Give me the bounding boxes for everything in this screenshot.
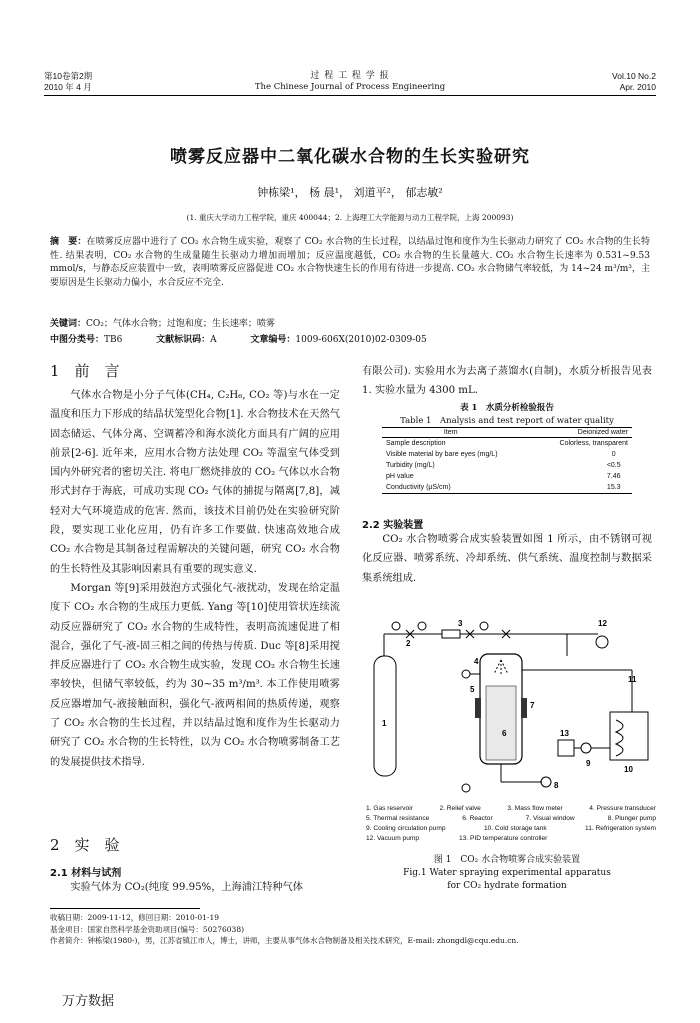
water-quality-table: [382, 427, 632, 494]
article-label: 文章编号：: [250, 335, 296, 345]
gauge-icon: [462, 670, 470, 678]
journal-name-cn: 过 程 工 程 学 报: [310, 71, 390, 81]
footnote-fund: 基金项目：国家自然科学基金资助项目(编号：50276038): [50, 924, 245, 934]
table-row: [382, 482, 632, 494]
section-1-para-2: Morgan 等[9]采用鼓泡方式强化气-液扰动，发现在给定温度下 CO₂ 水合物的生成压力更低. Yang 等[10]使用管状连续流动反应器研究了 CO₂ 水合物的生成特性，表明高流速促进了相混合，强化了气-液-固三相之间的传热与传质. Duc 等[8]采用搅拌反应器进行了 CO₂ 水合物生成实验，发现 CO₂ 水合物生长速率较快，但储气率较低，约为 30~35 m³/m³. 本工作使用喷雾反应器增加气-液接触面积，强化气-液两相间的热质传递，观察了 CO₂ 水合物的生长过程，并以结晶过饱和度作为生长驱动力研究了 CO₂ 水合物的生长特性，以为 CO₂ 水合物喷雾制备工艺的发展提供技术指导.: [50, 582, 340, 768]
legend-item: 1. Gas reservoir: [366, 805, 413, 812]
pid-controller: [558, 740, 574, 756]
table-cell: Visible material by bare eyes (mg/L): [386, 450, 498, 458]
figure-label: 5: [470, 685, 475, 694]
figure-label: 4: [474, 657, 479, 666]
footnote-received: 收稿日期：2009-11-12，修回日期：2010-01-19: [50, 913, 219, 922]
visual-window: [521, 698, 527, 718]
gauge-icon: [392, 622, 400, 630]
abstract-label: 摘 要：: [50, 237, 87, 247]
cold-storage-tank: [610, 712, 648, 760]
legend-item: 2. Relief valve: [439, 805, 481, 812]
figure-caption-cn: 图 1 CO₂ 水合物喷雾合成实验装置: [433, 855, 581, 865]
figure-label: 6: [502, 729, 507, 738]
legend-item: 3. Mass flow meter: [507, 805, 563, 812]
keywords-text: CO₂；气体水合物；过饱和度；生长速率；喷雾: [86, 319, 275, 329]
legend-item: 12. Vacuum pump: [366, 835, 420, 842]
figure-label: 13: [560, 729, 569, 738]
legend-item: 5. Thermal resistance: [366, 815, 430, 822]
legend-item: 10. Cold storage tank: [483, 825, 547, 832]
apparatus-diagram: [362, 616, 657, 801]
footnote-author: 作者简介：钟栋梁(1980-)，男，江苏省镇江市人，博士，讲师，主要从事气体水合物制备及相关技术研究，E-mail: zhongdl@cqu.edu.cn.: [50, 936, 519, 945]
section-2-title: 2 实 验: [50, 836, 120, 854]
section-2-2-para: CO₂ 水合物喷雾合成实验装置如图 1 所示，由不锈钢可视化反应器、喷雾系统、冷却系统、供气系统、温度控制与数据采集系统组成.: [362, 534, 652, 584]
affiliation: (1. 重庆大学动力工程学院，重庆 400044；2. 上海理工大学能源与动力工程学院，上海 200093): [186, 213, 514, 222]
table-header-item: Item: [382, 428, 519, 438]
legend-item: 6. Reactor: [462, 815, 493, 822]
section-2-1-para: 实验气体为 CO₂(纯度 99.95%，上海浦江特种气体: [70, 882, 303, 893]
clc-label: 中图分类号：: [50, 335, 105, 345]
visual-window: [475, 698, 481, 718]
keywords: [50, 318, 650, 332]
section-2-1-title: 2.1 材料与试剂: [50, 868, 122, 879]
figure-legend: [366, 804, 656, 844]
table-cell: Conductivity (μS/cm): [382, 482, 519, 494]
header-vol-en: [612, 71, 656, 93]
figure-label: 8: [554, 781, 559, 790]
page-title: 喷雾反应器中二氧化碳水合物的生长实验研究: [170, 147, 530, 167]
gauge-icon: [462, 784, 470, 792]
table-1-title-en: Table 1 Analysis and test report of water quality: [400, 416, 614, 426]
figure-caption: [362, 854, 652, 893]
plunger-pump-icon: [541, 777, 551, 787]
legend-item: 4. Pressure transducer: [589, 805, 656, 812]
section-2-1-continued: [362, 362, 652, 401]
table-row: [382, 438, 632, 450]
watermark: 万方数据: [62, 994, 115, 1009]
section-1-para-1: 气体水合物是小分子气体(CH₄, C₂H₆, CO₂ 等)与水在一定温度和压力下形成的结晶状笼型化合物[1]. 水合物技术在天然气固态储运、气体分离、空调蓄冷和海水淡化方面具有广阔的应用前景[2-6]. 近年来，应用水合物方法处理 CO₂ 等温室气体受到国内外研究者的密切关注. 将电厂燃烧排放的 CO₂ 气体以水合物形式封存于海底，可成功实现 CO₂ 气体的捕捉与隔离[7,8]，减轻对大气环境造成的危害. 然而，该技术目前仍处在实验研究阶段，要实现工业化应用，仍有许多工作要做. 快速高效地合成 CO₂ 水合物是其制备过程需解决的关键问题，研究 CO₂ 水合物的生长特性及其影响因素具有重要的现实意义.: [50, 390, 340, 575]
legend-item: 7. Visual window: [525, 815, 575, 822]
article-value: 1009-606X(2010)02-0309-05: [295, 335, 427, 345]
abstract-text: 在喷雾反应器中进行了 CO₂ 水合物生成实验，观察了 CO₂ 水合物的生长过程，以结晶过饱和度作为生长驱动力研究了 CO₂ 水合物的生长特性. 结果表明，CO₂ 水合物的生成量随生长驱动力增加而增加；反应温度越低，CO₂ 水合物的生长量越大. CO₂ 水合物生长速率为 0.531~9.53 mmol/s，与静态反应装置中一致，表明喷雾反应器促进 CO₂ 水合物快速生长的作用有待进一步提高. CO₂ 水合物储气率较低，为 14~24 m³/m³，主要原因是生长驱动力偏小，水合反应不完全.: [50, 237, 650, 288]
section-1-body: [50, 386, 340, 772]
table-cell: Turbidity (mg/L): [386, 461, 435, 469]
gauge-icon: [418, 622, 426, 630]
header-issue: [44, 71, 92, 93]
figure-caption-en-2: for CO₂ hydrate formation: [447, 881, 567, 891]
figure-label: 10: [624, 765, 633, 774]
figure-label: 7: [530, 701, 535, 710]
table-cell: <0.5: [606, 461, 621, 469]
reactor-liquid: [486, 686, 516, 760]
header-volume: 第10卷第2期: [44, 71, 93, 81]
figure-caption-en-1: Fig.1 Water spraying experimental apparatus: [403, 868, 611, 878]
gauge-icon: [480, 622, 488, 630]
gas-reservoir: [374, 656, 396, 776]
header-date: 2010 年 4 月: [44, 82, 92, 92]
abstract: [50, 236, 650, 290]
table-1-title-cn: 表 1 水质分析检验报告: [460, 403, 554, 413]
table-cell: 0: [611, 450, 616, 458]
table-cell: Colorless, transparent: [559, 439, 628, 447]
mass-flow-meter: [442, 630, 460, 638]
figure-label: 1: [382, 719, 387, 728]
table-header-deionized: Deionized water: [519, 428, 632, 438]
figure-label: 3: [458, 619, 463, 628]
section-2-2-body: [362, 530, 652, 588]
section-2-1-cont-text: 有限公司). 实验用水为去离子蒸馏水(自制)，水质分析报告见表 1. 实验水量为 4300 mL.: [362, 366, 652, 397]
classification: [50, 334, 650, 348]
footnote-rule: [50, 908, 200, 909]
cooling-pump-icon: [581, 743, 591, 753]
table-1: [362, 402, 652, 494]
keywords-label: 关键词：: [50, 319, 87, 329]
footnotes: [50, 912, 660, 947]
section-2-1-body: [50, 878, 340, 897]
table-row: [382, 449, 632, 460]
section-2-2-title: 2.2 实验装置: [362, 520, 424, 531]
table-cell: Sample description: [386, 439, 446, 447]
header-rule: [44, 95, 656, 96]
figure-label: 2: [406, 639, 411, 648]
table-cell: 7.46: [606, 472, 621, 480]
journal-name-en: The Chinese Journal of Process Engineering: [254, 82, 446, 92]
legend-item: 13. PID temperature controller: [459, 835, 548, 842]
table-cell: pH value: [386, 472, 414, 480]
table-row: [382, 471, 632, 482]
header-date-en: Apr. 2010: [619, 82, 656, 92]
legend-item: 8. Plunger pump: [607, 815, 656, 822]
legend-item: 11. Refrigeration system: [585, 825, 656, 832]
table-cell: 15.3: [519, 482, 632, 494]
doc-value: A: [210, 335, 217, 345]
legend-item: 9. Cooling circulation pump: [366, 825, 446, 832]
clc-value: TB6: [104, 335, 123, 345]
table-row: [382, 460, 632, 471]
figure-label: 12: [598, 619, 607, 628]
figure-label: 9: [586, 759, 591, 768]
header-journal: [200, 71, 500, 93]
doc-label: 文献标识码：: [156, 335, 211, 345]
header-vol: Vol.10 No.2: [612, 71, 656, 81]
section-1-title: 1 前 言: [50, 362, 120, 380]
vacuum-pump-icon: [596, 636, 608, 648]
figure-label: 11: [628, 675, 637, 684]
authors: 钟栋梁¹， 杨 晨¹， 刘道平²， 郁志敏²: [257, 186, 443, 199]
